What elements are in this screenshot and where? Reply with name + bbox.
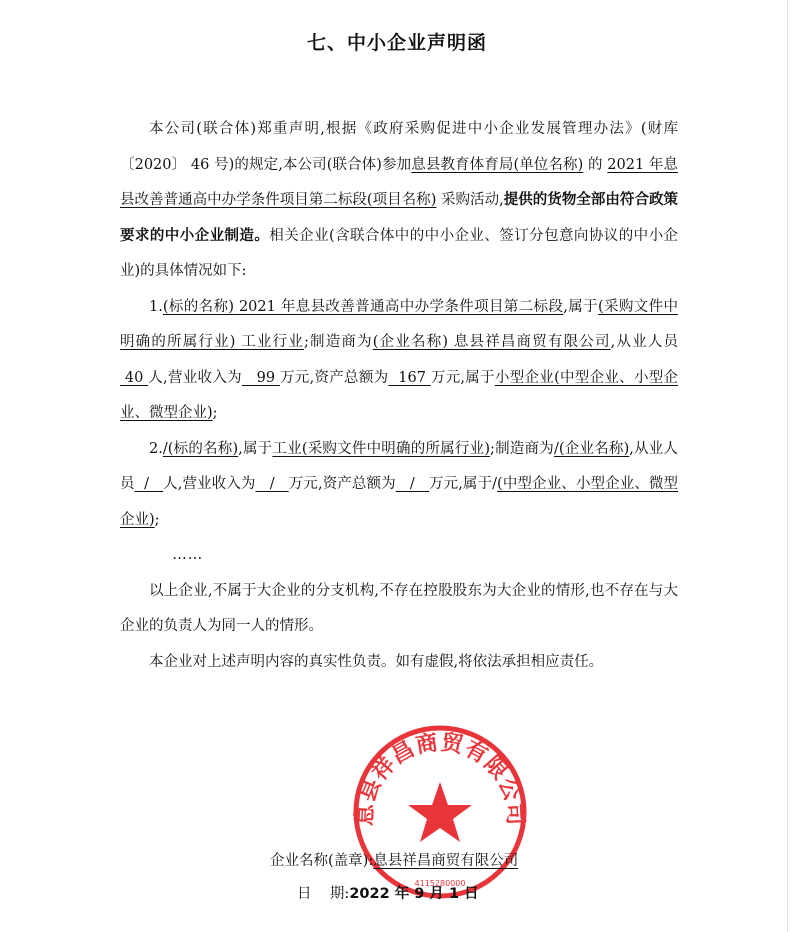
project-name: 2021 年息县改善普通高中办学条件项目第二标段(项目名称) [120, 156, 679, 208]
item-income: 99 [241, 369, 280, 386]
item-manufacturer: /(企业名称) [553, 440, 630, 457]
date-value: 2022 年 9 月 1 日 [349, 886, 479, 902]
item-text: 万元,属于 [430, 369, 495, 386]
item-text: ,从业人员 [120, 440, 679, 492]
item-text: 人,营业收入为 [163, 476, 256, 492]
item-text: ;制造商为 [303, 334, 373, 350]
item-text: ,属于 [563, 298, 599, 315]
item-manufacturer: (企业名称) 息县祥昌商贸有限公司 [372, 334, 611, 350]
purchaser-name: 息县教育体育局(单位名称) [411, 156, 584, 173]
item-text: ,属于 [238, 440, 273, 457]
bold-statement: 提供的货物全部由符合政策要求的中小企业制造。 [120, 192, 679, 244]
item-text: 万元,属于 [428, 476, 493, 492]
item-subject: (标的名称) 2021 年息县改善普通高中办学条件项目第二标段 [162, 298, 564, 315]
item-assets: 167 [388, 369, 431, 386]
intro-paragraph [120, 112, 678, 290]
item-industry: (采购文件中明确的所属行业) 工业行业 [120, 298, 679, 350]
responsibility-paragraph: 本企业对上述声明内容的真实性负责。如有虚假,将依法承担相应责任。 [149, 653, 604, 670]
svg-text:息县祥昌商贸有限公司: 息县祥昌商贸有限公司 [351, 729, 529, 827]
item-income: / [255, 476, 289, 492]
item-number: 1. [149, 298, 163, 315]
date-label: 日 期: [297, 886, 350, 902]
intro-text-2: 的 [583, 156, 608, 173]
company-label: 企业名称(盖章): [270, 853, 374, 869]
non-affiliation-paragraph: 以上企业,不属于大企业的分支机构,不存在控股股东为大企业的情形,也不存在与大企业的负责人为同一人的情形。 [120, 582, 678, 634]
intro-text-4: 相关企业(含联合体中的中小企业、签订分包意向协议的中小企业)的具体情况如下: [120, 227, 678, 279]
enterprise-item-2 [120, 432, 678, 539]
item-number: 2. [149, 440, 163, 457]
date-line [297, 882, 479, 903]
item-staff: / [134, 476, 164, 492]
item-enterprise-type: (中型企业、小型企业、微型企业) [120, 476, 679, 528]
ellipsis: …… [172, 547, 204, 563]
svg-text:4115280000: 4115280000 [414, 879, 466, 888]
item-enterprise-type: 小型企业(中型企业、小型企业、微型企业) [120, 369, 679, 421]
enterprise-item-1 [120, 290, 678, 432]
item-text: ,从业人员 [610, 334, 679, 350]
company-seal-icon [350, 722, 530, 902]
item-assets: / [395, 476, 429, 492]
page-edge [787, 0, 788, 932]
item-type-prefix: / [492, 476, 498, 492]
company-name: 息县祥昌商贸有限公司 [373, 853, 519, 869]
item-end: ; [154, 511, 160, 528]
item-end: ; [212, 405, 218, 421]
company-signature-line [270, 849, 518, 870]
item-text: ;制造商为 [489, 440, 554, 457]
item-industry: 工业(采购文件中明确的所属行业) [272, 440, 490, 457]
item-subject: /(标的名称) [162, 440, 239, 457]
intro-text-3: 采购活动, [436, 192, 504, 208]
document-title: 七、中小企业声明函 [306, 32, 487, 54]
item-text: 万元,资产总额为 [279, 369, 389, 386]
item-staff: 40 [120, 369, 149, 386]
intro-text: 本公司(联合体)郑重声明,根据《政府采购促进中小企业发展管理办法》(财库〔2020〕 46 号)的规定,本公司(联合体)参加 [120, 121, 678, 173]
item-text: 万元,资产总额为 [288, 476, 396, 492]
item-text: 人,营业收入为 [148, 369, 242, 386]
declaration-body [120, 112, 678, 680]
